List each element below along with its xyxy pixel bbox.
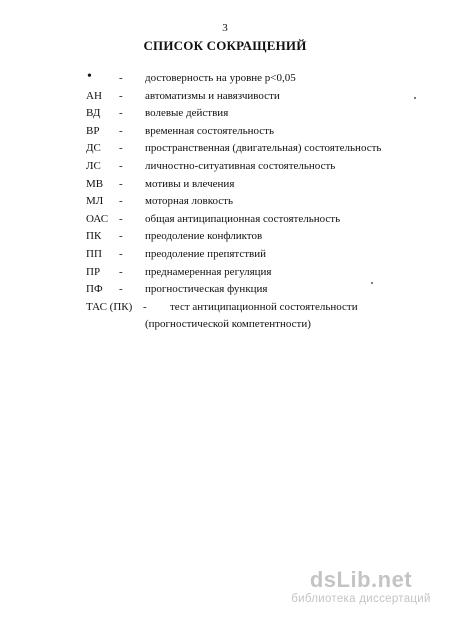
watermark-logo: dsLib.net xyxy=(309,567,413,592)
abbreviation-row xyxy=(0,228,450,246)
scan-speck xyxy=(414,97,416,99)
abbreviation-code: АН xyxy=(86,89,102,102)
abbreviation-dash: - xyxy=(119,142,123,155)
abbreviation-dash: - xyxy=(119,230,123,243)
abbreviation-dash: - xyxy=(119,212,123,225)
abbreviation-dash: - xyxy=(119,107,123,120)
abbreviation-dash: - xyxy=(119,283,123,296)
abbreviation-code: МВ xyxy=(86,177,104,190)
abbreviation-row xyxy=(0,88,450,106)
abbreviation-code: • xyxy=(87,69,92,84)
page-number: 3 xyxy=(222,22,228,34)
abbreviation-meaning: достоверность на уровне р<0,05 xyxy=(145,72,296,84)
abbreviation-code: ПФ xyxy=(86,283,103,296)
abbreviation-list xyxy=(0,70,450,334)
abbreviation-row xyxy=(0,299,450,317)
abbreviation-code: ВД xyxy=(86,107,101,120)
abbreviation-dash: - xyxy=(119,124,123,137)
abbreviation-row xyxy=(0,246,450,264)
abbreviation-meaning: моторная ловкость xyxy=(145,195,234,208)
abbreviation-code: ПР xyxy=(86,265,101,278)
abbreviation-code: ДС xyxy=(86,142,101,155)
abbreviation-meaning: преодоление конфликтов xyxy=(145,230,263,243)
abbreviation-meaning: преодоление препятствий xyxy=(145,247,266,260)
abbreviation-row xyxy=(0,176,450,194)
watermark-tagline: библиотека диссертаций xyxy=(291,593,431,605)
abbreviation-meaning: тест антиципационной состоятельности xyxy=(170,300,358,313)
abbreviation-dash: - xyxy=(119,89,123,102)
abbreviation-code: ПК xyxy=(86,230,102,243)
abbreviation-row xyxy=(0,211,450,229)
abbreviation-meaning: временная состоятельность xyxy=(145,124,274,137)
watermark xyxy=(276,568,446,606)
continuation-text: (прогностической компетентности) xyxy=(145,318,311,331)
abbreviation-row xyxy=(0,264,450,282)
abbreviation-dash: - xyxy=(119,195,123,208)
abbreviation-meaning: прогностическая функция xyxy=(145,283,268,296)
abbreviation-row xyxy=(0,158,450,176)
abbreviation-meaning: мотивы и влечения xyxy=(145,177,235,190)
abbreviation-code: ТАС (ПК) xyxy=(86,300,133,313)
abbreviation-row xyxy=(0,70,450,88)
abbreviation-dash: - xyxy=(119,177,123,190)
abbreviation-code: ЛС xyxy=(86,159,101,172)
abbreviation-continuation xyxy=(0,316,450,334)
abbreviation-meaning: волевые действия xyxy=(145,107,229,120)
abbreviation-code: ВР xyxy=(86,124,100,137)
page-title: СПИСОК СОКРАЩЕНИЙ xyxy=(143,38,307,53)
abbreviation-meaning: преднамеренная регуляция xyxy=(145,265,272,278)
abbreviation-meaning: автоматизмы и навязчивости xyxy=(145,89,280,102)
abbreviation-dash: - xyxy=(119,72,123,84)
abbreviation-meaning: общая антиципационная состоятельность xyxy=(145,212,341,225)
abbreviation-row xyxy=(0,105,450,123)
abbreviation-dash: - xyxy=(119,265,123,278)
abbreviation-dash: - xyxy=(143,300,147,313)
abbreviation-code: МЛ xyxy=(86,195,104,208)
abbreviation-dash: - xyxy=(119,247,123,260)
abbreviation-row xyxy=(0,140,450,158)
abbreviation-row xyxy=(0,281,450,299)
scan-speck xyxy=(371,282,373,284)
abbreviation-meaning: пространственная (двигательная) состоятельность xyxy=(145,142,382,155)
abbreviation-dash: - xyxy=(119,159,123,172)
abbreviation-row xyxy=(0,193,450,211)
abbreviation-code: ПП xyxy=(86,247,102,260)
abbreviation-code: ОАС xyxy=(86,212,109,225)
abbreviation-meaning: личностно-ситуативная состоятельность xyxy=(145,159,336,172)
abbreviation-row xyxy=(0,123,450,141)
